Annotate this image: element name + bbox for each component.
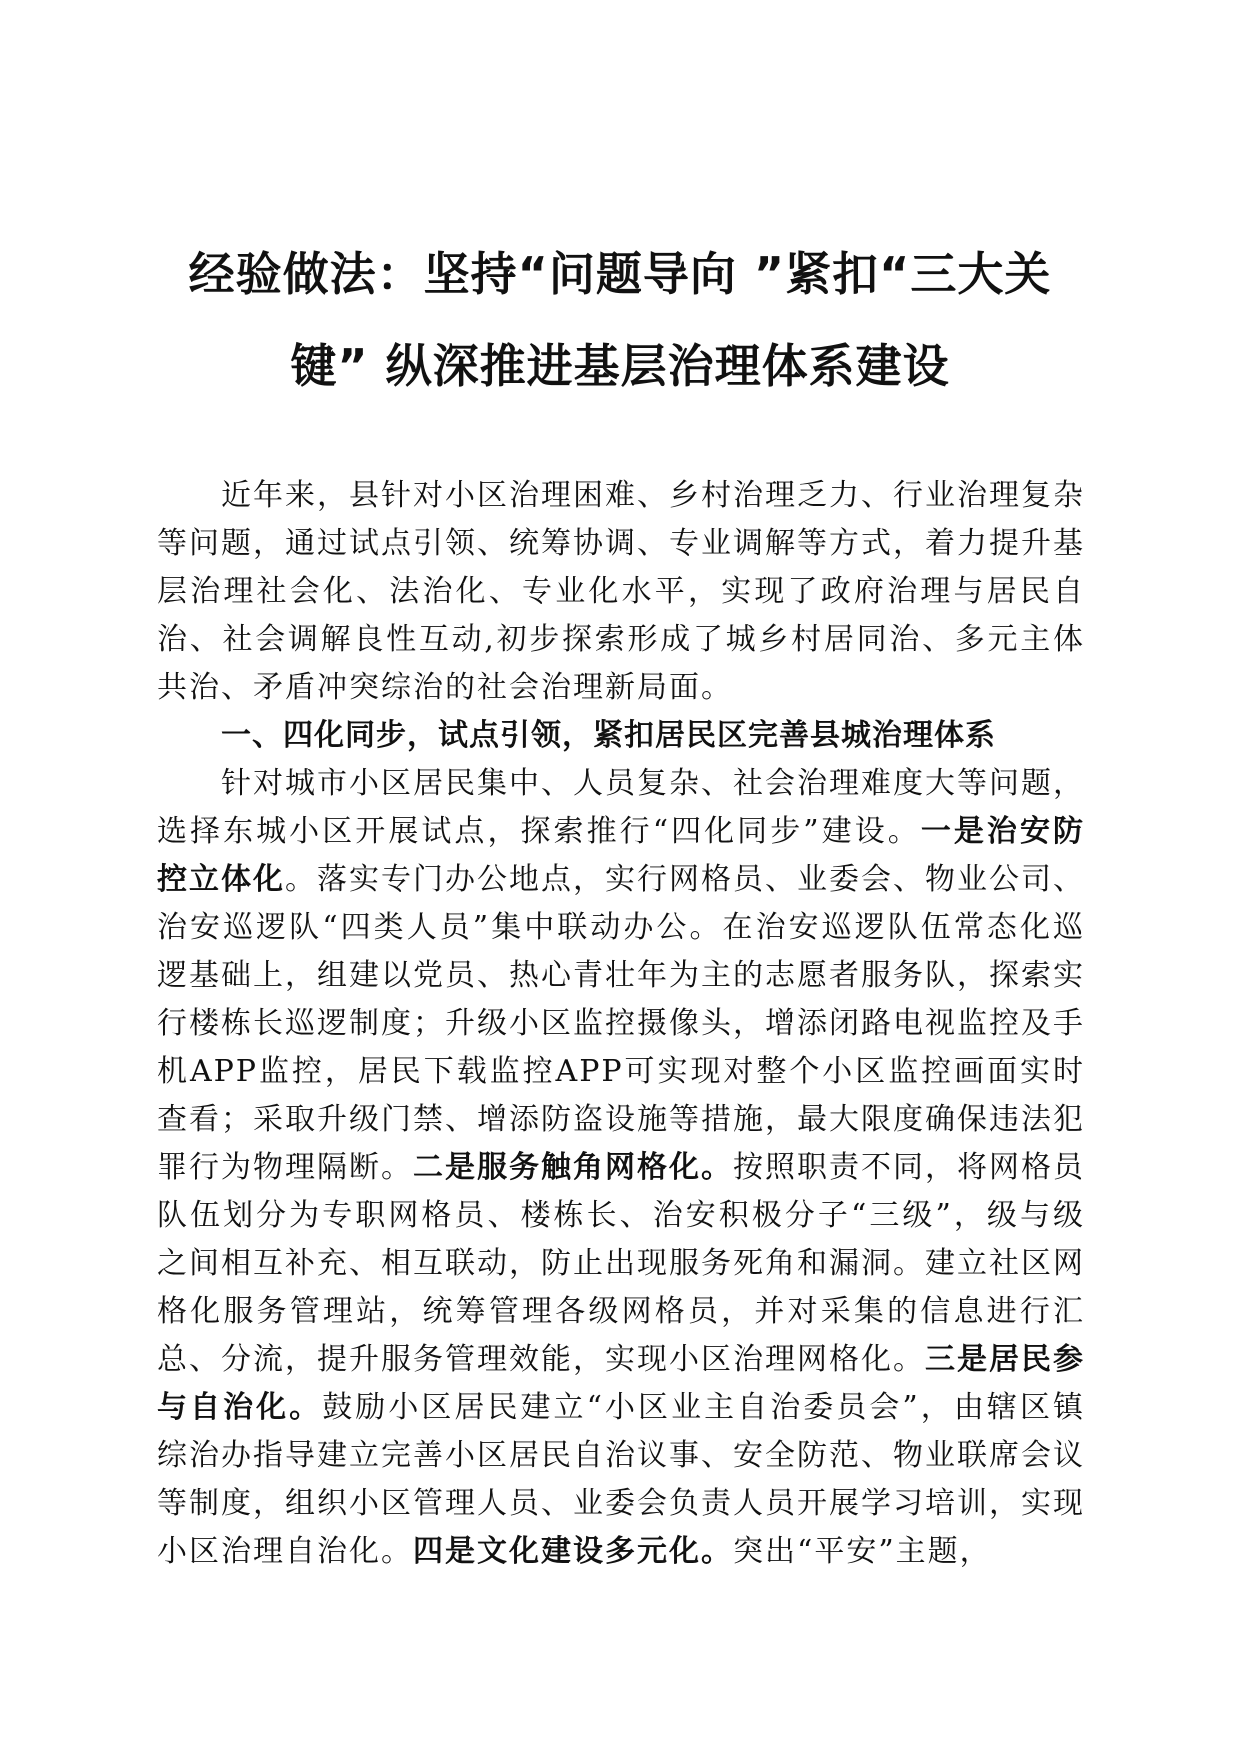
- document-title: [150, 228, 1090, 412]
- section-1-paragraph: [157, 760, 1085, 1576]
- section-1-text-0: 针对城市小区居民集中、人员复杂、社会治理难度大等问题，选择东城小区开展试点，探索推行“四化同步”建设。: [157, 766, 1085, 849]
- document-body: [157, 472, 1085, 1576]
- section-1-text-1: 。落实专门办公地点，实行网格员、业委会、物业公司、治安巡逻队“四类人员”集中联动办公。在治安巡逻队伍常态化巡逻基础上，组建以党员、热心青壮年为主的志愿者服务队，探索实行楼栋长巡逻制度；升级小区监控摄像头，增添闭路电视监控及手机APP监控，居民下载监控APP可实现对整个小区监控画面实时查看；采取升级门禁、增添防盗设施等措施，最大限度确保违法犯罪行为物理隔断。: [157, 862, 1085, 1185]
- section-1-text-4: 突出“平安”主题，: [733, 1534, 992, 1569]
- intro-paragraph: 近年来，县针对小区治理困难、乡村治理乏力、行业治理复杂等问题，通过试点引领、统筹协调、专业调解等方式，着力提升基层治理社会化、法治化、专业化水平，实现了政府治理与居民自治、社会调解良性互动,初步探索形成了城乡村居同治、多元主体共治、矛盾冲突综治的社会治理新局面。: [157, 478, 1085, 705]
- bold-phrase-4: 四是文化建设多元化。: [413, 1534, 733, 1569]
- title-line-2: 键” 纵深推进基层治理体系建设: [290, 339, 950, 393]
- section-heading-1: 一、四化同步，试点引领，紧扣居民区完善县城治理体系: [221, 718, 996, 753]
- bold-phrase-1: 一是治安防控立体化: [157, 814, 1085, 897]
- section-1-text-2: 按照职责不同，将网格员队伍划分为专职网格员、楼栋长、治安积极分子“三级”，级与级之间相互补充、相互联动，防止出现服务死角和漏洞。建立社区网格化服务管理站，统筹管理各级网格员，并对采集的信息进行汇总、分流，提升服务管理效能，实现小区治理网格化。: [157, 1150, 1085, 1377]
- section-1-text-3: 鼓励小区居民建立“小区业主自治委员会”，由辖区镇综治办指导建立完善小区居民自治议事、安全防范、物业联席会议等制度，组织小区管理人员、业委会负责人员开展学习培训，实现小区治理自治化。: [157, 1390, 1085, 1569]
- bold-phrase-2: 二是服务触角网格化。: [413, 1150, 733, 1185]
- bold-phrase-3: 三是居民参与自治化。: [157, 1342, 1085, 1425]
- title-line-1: 经验做法：坚持“问题导向 ”紧扣“三大关: [188, 247, 1052, 301]
